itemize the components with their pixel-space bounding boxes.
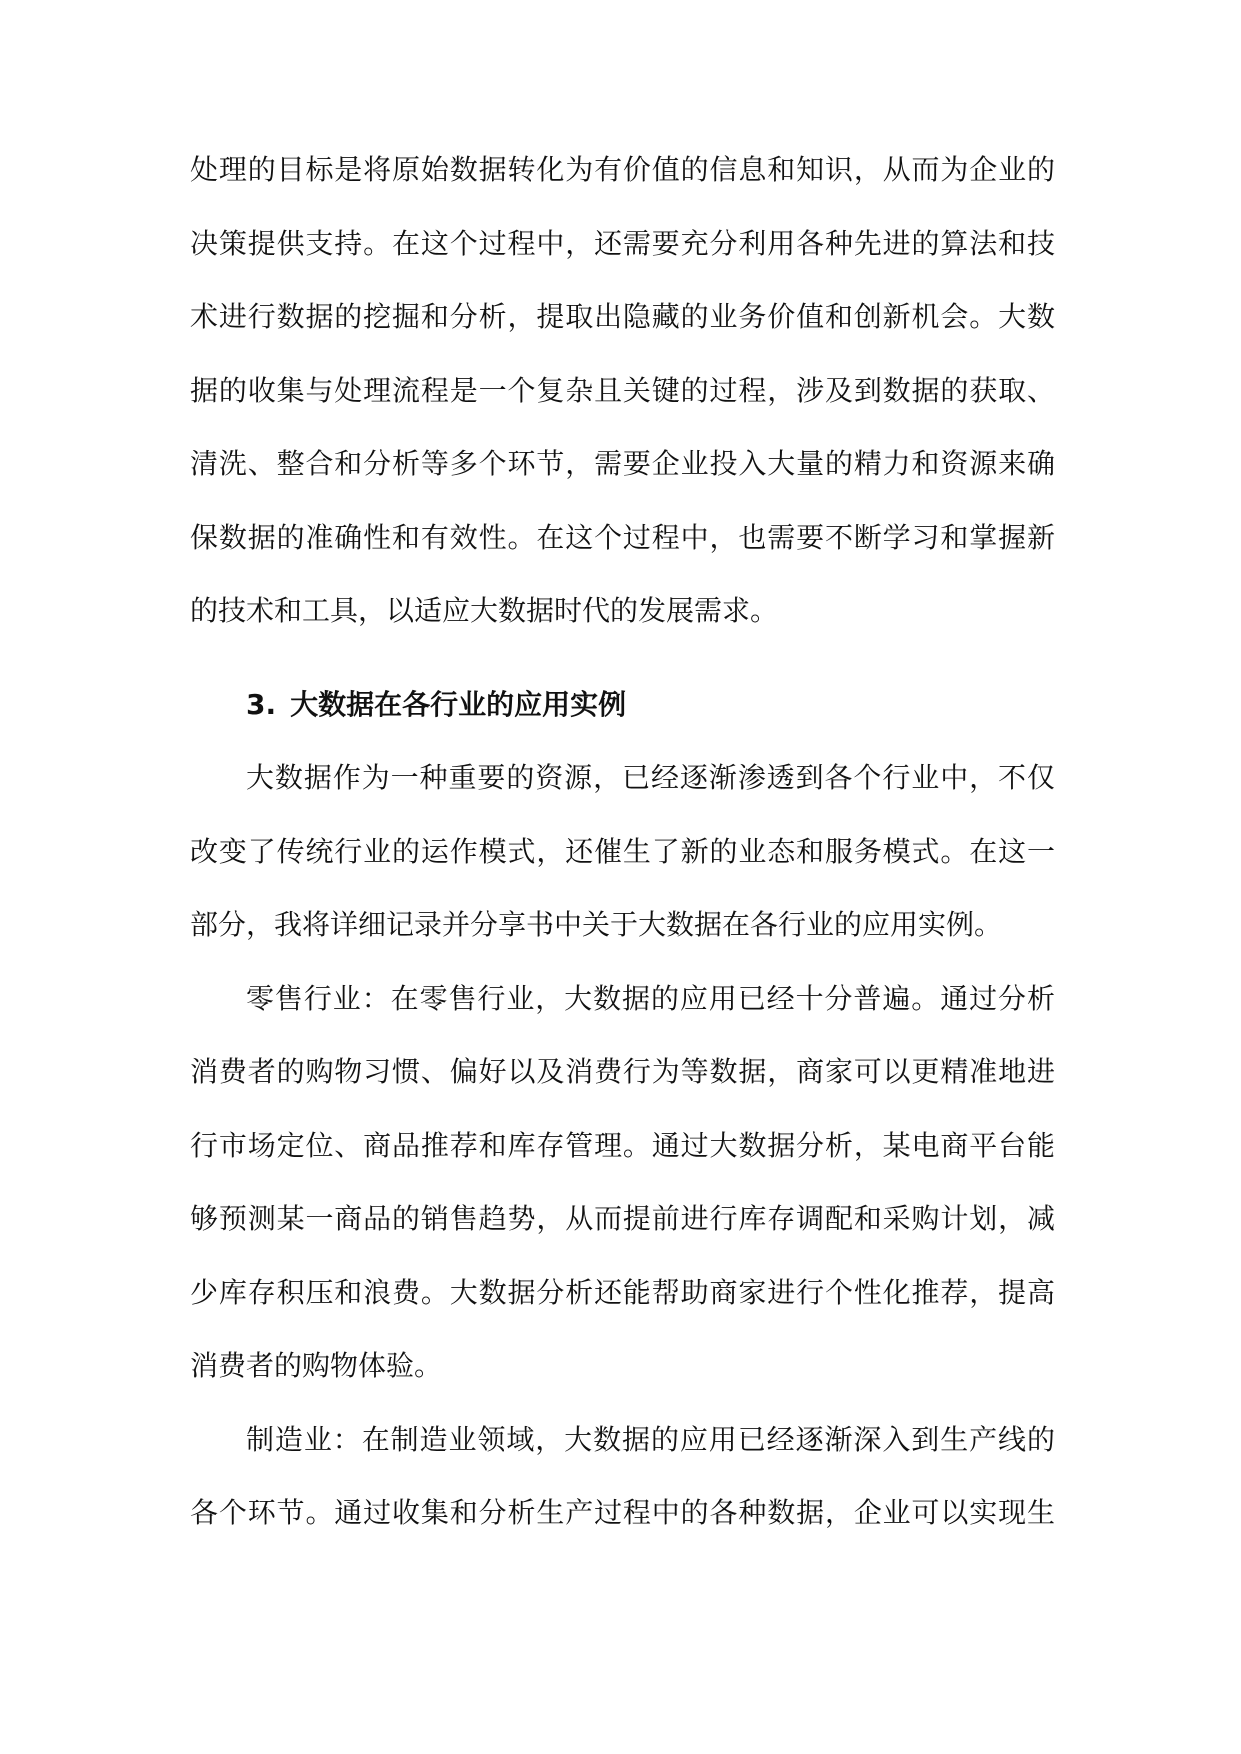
text-line: 零售行业：在零售行业，大数据的应用已经十分普遍。通过分析 [246, 981, 1055, 1015]
text-line: 行市场定位、商品推荐和库存管理。通过大数据分析，某电商平台能 [190, 1128, 1055, 1162]
document-body [190, 142, 1055, 1559]
text-line: 大数据作为一种重要的资源，已经逐渐渗透到各个行业中，不仅 [246, 761, 1055, 794]
text-line: 各个环节。通过收集和分析生产过程中的各种数据，企业可以实现生 [190, 1496, 1055, 1529]
text-line: 消费者的购物习惯、偏好以及消费行为等数据，商家可以更精准地进 [190, 1055, 1055, 1088]
text-line: 制造业：在制造业领域，大数据的应用已经逐渐深入到生产线的 [246, 1422, 1055, 1456]
text-line: 消费者的购物体验。 [190, 1349, 443, 1382]
section-number: 3. [246, 687, 277, 721]
text-line: 清洗、整合和分析等多个环节，需要企业投入大量的精力和资源来确 [190, 447, 1055, 480]
text-line: 部分，我将详细记录并分享书中关于大数据在各行业的应用实例。 [190, 908, 1003, 941]
text-line: 处理的目标是将原始数据转化为有价值的信息和知识，从而为企业的 [190, 153, 1055, 186]
text-line: 决策提供支持。在这个过程中，还需要充分利用各种先进的算法和技 [190, 226, 1055, 260]
paragraph-retail [190, 971, 1055, 1412]
paragraph-manufacturing [190, 1412, 1055, 1559]
text-line: 术进行数据的挖掘和分析，提取出隐藏的业务价值和创新机会。大数 [190, 300, 1055, 333]
text-line: 少库存积压和浪费。大数据分析还能帮助商家进行个性化推荐，提高 [190, 1275, 1055, 1309]
text-line: 据的收集与处理流程是一个复杂且关键的过程，涉及到数据的获取、 [190, 373, 1055, 407]
text-line: 保数据的准确性和有效性。在这个过程中，也需要不断学习和掌握新 [190, 520, 1055, 554]
text-line: 够预测某一商品的销售趋势，从而提前进行库存调配和采购计划，减 [190, 1202, 1055, 1235]
text-line: 的技术和工具，以适应大数据时代的发展需求。 [190, 594, 779, 627]
section-title: 大数据在各行业的应用实例 [290, 687, 627, 721]
paragraph-industry-intro [190, 750, 1055, 971]
section-heading [190, 677, 1055, 751]
paragraph-processing-goal [190, 142, 1055, 657]
text-line: 改变了传统行业的运作模式，还催生了新的业态和服务模式。在这一 [190, 834, 1055, 868]
